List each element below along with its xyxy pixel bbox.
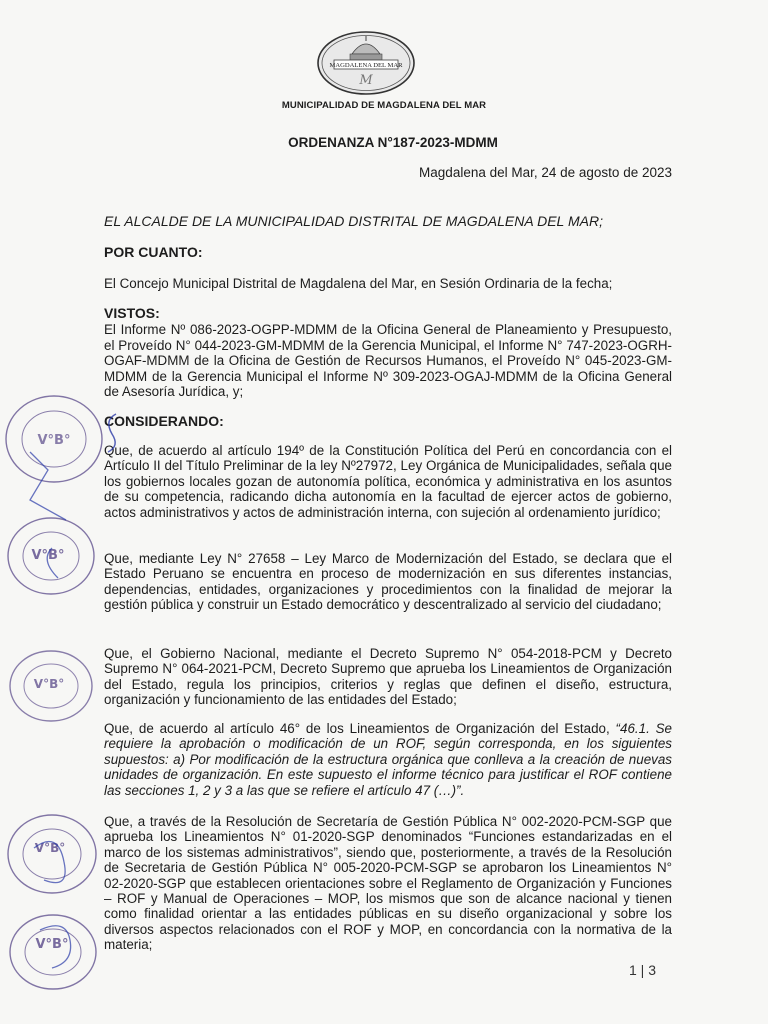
ordinance-title: ORDENANZA N°187-2023-MDMM [288,135,498,150]
page-number: 1 | 3 [629,962,656,978]
vistos-text: El Informe Nº 086-2023-OGPP-MDMM de la Oficina General de Planeamiento y Presupuesto, el Proveído N° 044-2023-GM-MDMM de la Gerencia Municipal, el Informe N° 747-2023-OGRH-OGAF-MDMM de la Oficina de Gestión de Recursos Humanos, el Proveído N° 045-2023-GM-MDMM de la Gerencia Municipal el Informe Nº 309-2023-OGAJ-MDMM de la Oficina General de Asesoría Jurídica, y; [104,322,672,400]
municipality-logo [316,30,416,96]
approval-stamp-5 [6,912,100,992]
svg-text:V°B°: V°B° [35,937,69,952]
vistos-heading: VISTOS: [104,305,160,321]
organization-name: MUNICIPALIDAD DE MAGDALENA DEL MAR [281,100,487,111]
considerando-heading: CONSIDERANDO: [104,413,224,429]
approval-stamp-1 [2,392,106,486]
svg-text:V°B°: V°B° [33,677,65,691]
concejo-text: El Concejo Municipal Distrital de Magdalena del Mar, en Sesión Ordinaria de la fecha; [104,276,613,291]
considerando-paragraph-2: Que, mediante Ley N° 27658 – Ley Marco de Modernización del Estado, se declara que el Estado Peruano se encuentra en proceso de modernización en sus diferentes instancias, dependencias, entidades, organizaciones y procedimientos con la finalidad de mejorar la gestión pública y construir un Estado democrático y descentralizado al servicio del ciudadano; [104,551,672,613]
logo-text: MAGDALENA DEL MAR [329,62,403,70]
considerando-paragraph-4 [104,721,672,798]
considerando-paragraph-5: Que, a través de la Resolución de Secretaría de Gestión Pública N° 002-2020-PCM-SGP que aprueba los Lineamientos N° 01-2020-SGP denominados “Funciones estandarizadas en el marco de los sistemas administrativos”, siendo que, posteriormente, a través de la Resolución de Secretaria de Gestión Pública N° 005-2020-PCM-SGP se aprobaron los Lineamientos N° 02-2020-SGP que establecen orientaciones sobre el Reglamento de Organización y Funciones – ROF y Manual de Operaciones – MOP, los mismos que son de alcance nacional y tienen como finalidad orientar a las entidades públicas en su diseño organizacional y sobre los diversos aspectos relacionados con el ROF y MOP, en concordancia con la normativa de la materia; [104,814,672,953]
approval-stamp-3 [6,648,96,724]
considerando-paragraph-3: Que, el Gobierno Nacional, mediante el Decreto Supremo N° 054-2018-PCM y Decreto Supremo N° 064-2021-PCM, Decreto Supremo que aprueba los Lineamientos de Organización del Estado, regula los principios, criterios y reglas que definen el diseño, estructura, organización y funcionamiento de las entidades del Estado; [104,646,672,708]
alcalde-heading: EL ALCALDE DE LA MUNICIPALIDAD DISTRITAL DE MAGDALENA DEL MAR; [104,213,603,229]
approval-stamp-4 [4,812,100,896]
por-cuanto-heading: POR CUANTO: [104,244,203,260]
svg-text:V°B°: V°B° [37,433,71,448]
svg-text:V°B°: V°B° [31,548,65,563]
paragraph-4-quote: “46.1. Se requiere la aprobación o modificación de un ROF, según corresponda, en los siguientes supuestos: a) Por modificación de la estructura orgánica que conlleva a la creación de nuevas unidades de organización. En este supuesto el informe técnico para justificar el ROF contiene las secciones 1, 2 y 3 a las que se refiere el artículo 47 (…)”. [104,721,673,798]
svg-text:M: M [359,73,373,88]
approval-stamp-2 [4,515,98,597]
svg-text:V°B°: V°B° [34,841,66,855]
considerando-paragraph-1: Que, de acuerdo al artículo 194º de la Constitución Política del Perú en concordancia con el Artículo II del Título Preliminar de la ley Nº27972, Ley Orgánica de Municipalidades, señala que los gobiernos locales gozan de autonomía política, económica y administrativa en los asuntos de su competencia, radicando dicha autonomía en la facultad de ejercer actos de gobierno, actos administrativos y actos de administración interna, con sujeción al ordenamiento jurídico; [104,443,672,520]
paragraph-4-lead: Que, de acuerdo al artículo 46° de los Lineamientos de Organización del Estado, [104,721,616,736]
date-line: Magdalena del Mar, 24 de agosto de 2023 [419,165,672,180]
